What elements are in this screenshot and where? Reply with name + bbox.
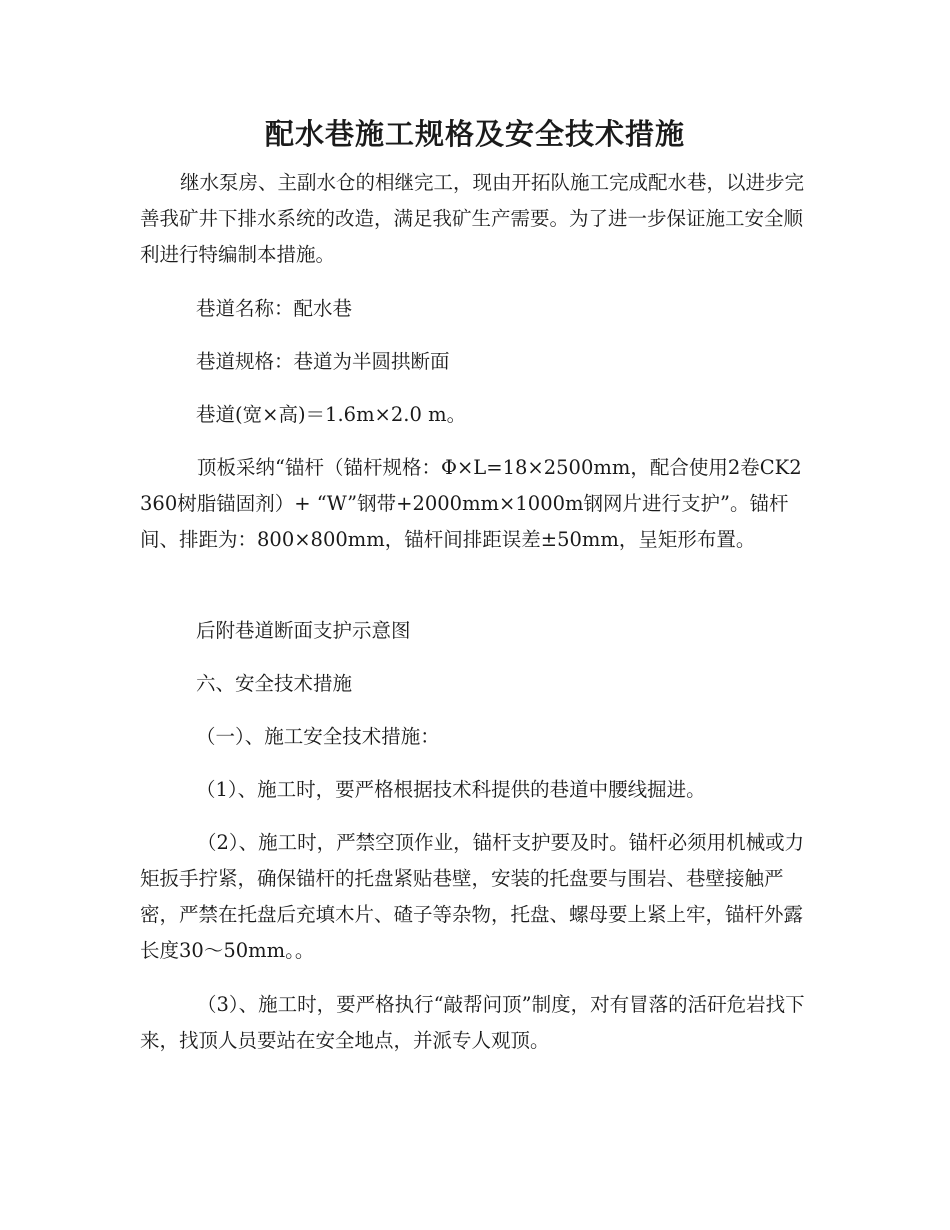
roadway-name-line: 巷道名称：配水巷 xyxy=(196,297,353,320)
item-2: （2）、施工时，严禁空顶作业，锚杆支护要及时。锚杆必须用机械或力矩扳手拧紧，确保锚杆的托盘紧贴巷壁，安装的托盘要与围岩、巷壁接触严密，严禁在托盘后充填木片、碴子等杂物，托盘、螺母要上紧上牢，锚杆外露长度30～50mm。。 xyxy=(140,831,805,962)
roadway-size-line: 巷道(宽×高)＝1.6m×2.0 m。 xyxy=(196,403,467,426)
intro-paragraph: 继水泵房、主副水仓的相继完工，现由开拓队施工完成配水巷，以进步完善我矿井下排水系统的改造，满足我矿生产需要。为了进一步保证施工安全顺利进行特编制本措施。 xyxy=(140,171,805,266)
item-3: （3）、施工时，要严格执行“敲帮问顶”制度，对有冒落的活矸危岩找下来，找顶人员要站在安全地点，并派专人观顶。 xyxy=(140,993,805,1052)
roadway-spec-line: 巷道规格：巷道为半圆拱断面 xyxy=(196,350,450,373)
subsection-heading: （一）、施工安全技术措施： xyxy=(196,725,440,748)
diagram-note-line: 后附巷道断面支护示意图 xyxy=(196,619,411,642)
item-1: （1）、施工时，要严格根据技术科提供的巷道中腰线掘进。 xyxy=(196,778,706,801)
support-paragraph: 顶板采纳“锚杆（锚杆规格：Φ×L=18×2500mm，配合使用2卷CK2360树脂锚固剂）+ “W”钢带+2000mm×1000m钢网片进行支护”。锚杆间、排距为：800×800mm，锚杆间排距误差±50mm，呈矩形布置。 xyxy=(140,456,802,551)
document-title: 配水巷施工规格及安全技术措施 xyxy=(264,117,685,151)
section-heading: 六、安全技术措施 xyxy=(196,672,353,695)
